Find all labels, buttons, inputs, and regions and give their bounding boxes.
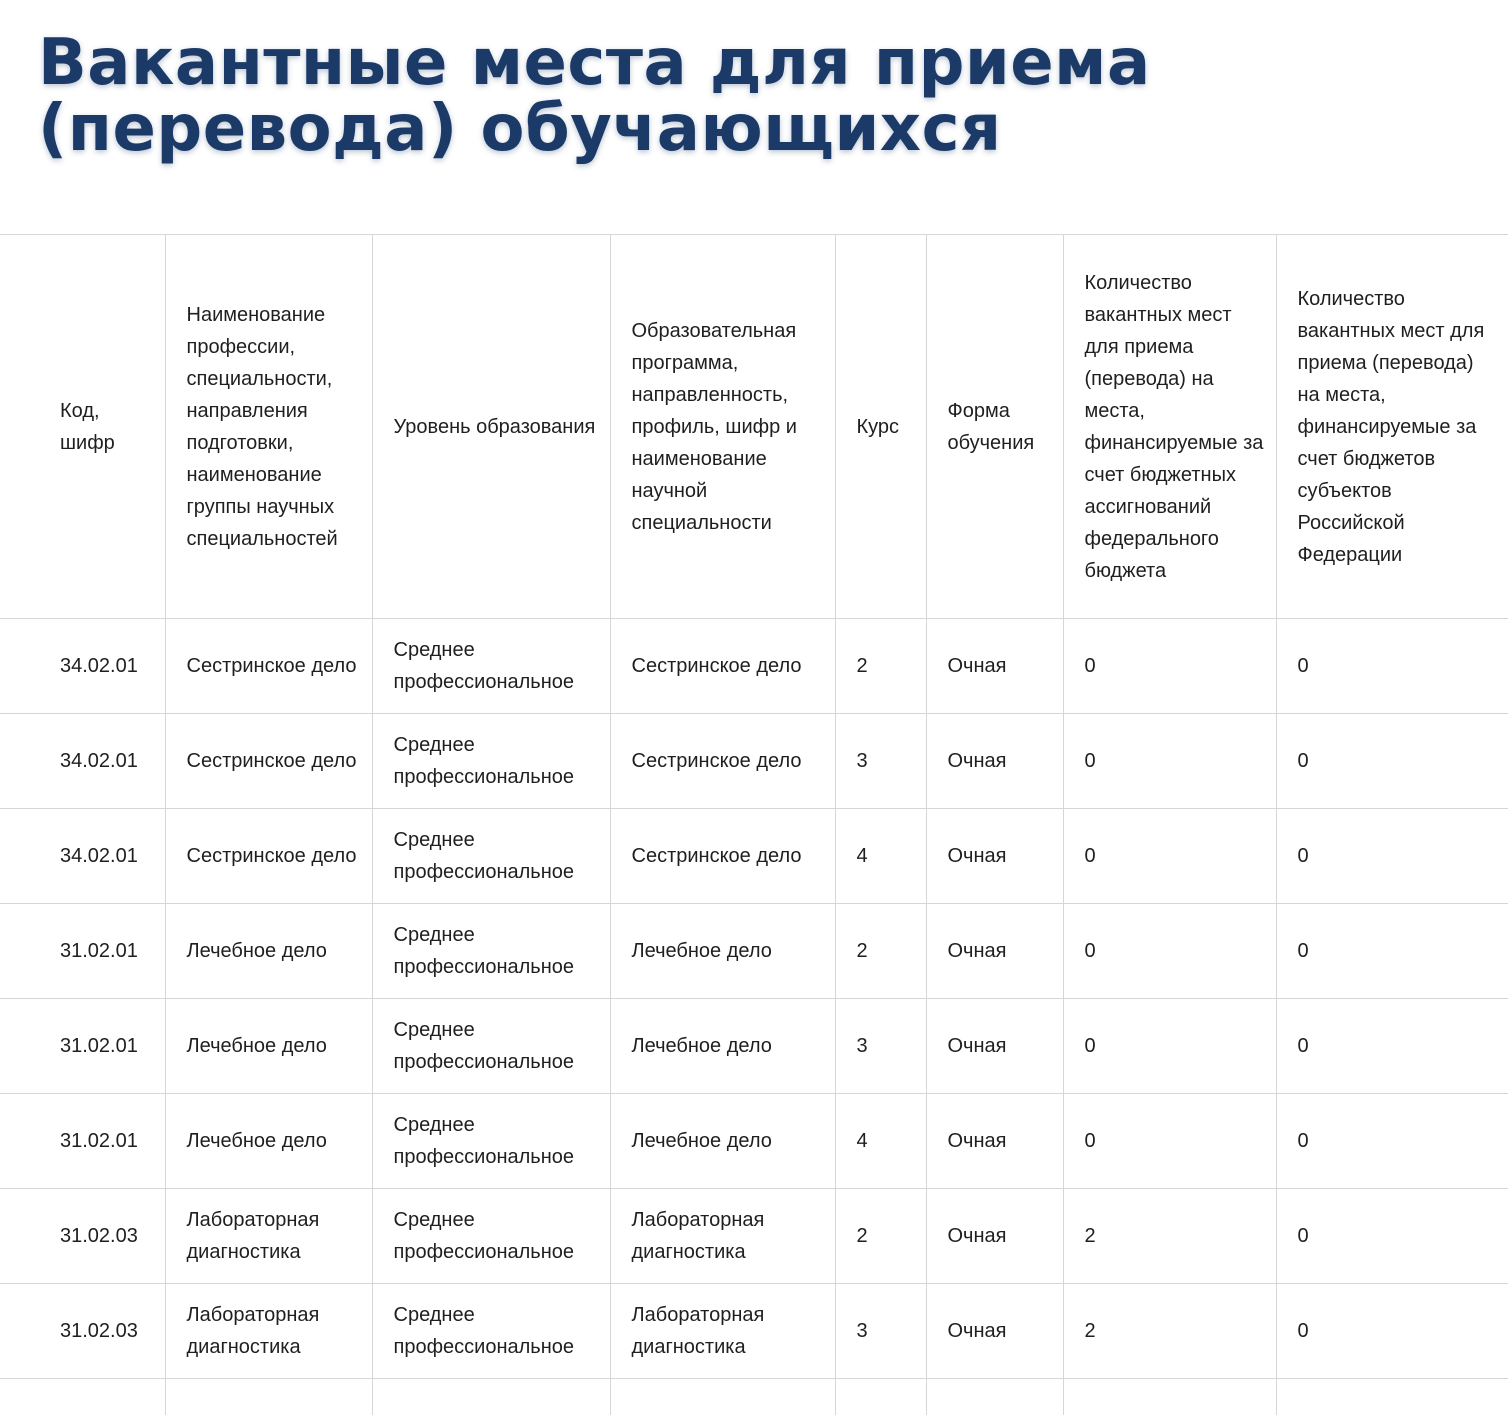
cell-course: 3	[835, 1284, 926, 1379]
cell-education-level: Среднее профессиональное	[372, 1094, 610, 1189]
cell-education-level: Среднее профессиональное	[372, 1284, 610, 1379]
table-header-row	[0, 235, 1508, 619]
filler-cell	[835, 1379, 926, 1415]
cell-code: 31.02.03	[0, 1189, 165, 1284]
cell-code: 34.02.01	[0, 809, 165, 904]
cell-course: 4	[835, 809, 926, 904]
cell-regional-budget: 0	[1276, 1284, 1508, 1379]
table-row	[0, 999, 1508, 1094]
table-filler-row	[0, 1379, 1508, 1415]
page-title: Вакантные места для приема (перевода) обучающихся	[38, 26, 1151, 166]
header-profession: Наименование профессии, специальности, направления подготовки, наименование группы научных специальностей	[165, 235, 372, 619]
cell-profession: Сестринское дело	[165, 809, 372, 904]
cell-study-form: Очная	[926, 904, 1063, 999]
filler-cell	[165, 1379, 372, 1415]
cell-education-level: Среднее профессиональное	[372, 809, 610, 904]
table-row	[0, 904, 1508, 999]
cell-regional-budget: 0	[1276, 809, 1508, 904]
cell-course: 2	[835, 619, 926, 714]
cell-program: Лабораторная диагностика	[610, 1284, 835, 1379]
cell-program: Лечебное дело	[610, 1094, 835, 1189]
header-regional-budget-vacancies: Количество вакантных мест для приема (перевода) на места, финансируемые за счет бюджетов субъектов Российской Федерации	[1276, 235, 1508, 619]
cell-regional-budget: 0	[1276, 714, 1508, 809]
cell-profession: Лечебное дело	[165, 999, 372, 1094]
vacancy-table	[0, 234, 1508, 1415]
cell-education-level: Среднее профессиональное	[372, 999, 610, 1094]
cell-program: Сестринское дело	[610, 619, 835, 714]
table-body	[0, 619, 1508, 1415]
cell-profession: Лабораторная диагностика	[165, 1189, 372, 1284]
cell-regional-budget: 0	[1276, 1189, 1508, 1284]
filler-cell	[1276, 1379, 1508, 1415]
cell-regional-budget: 0	[1276, 999, 1508, 1094]
cell-regional-budget: 0	[1276, 619, 1508, 714]
table-row	[0, 619, 1508, 714]
cell-federal-budget: 0	[1063, 714, 1276, 809]
cell-program: Сестринское дело	[610, 809, 835, 904]
cell-regional-budget: 0	[1276, 904, 1508, 999]
header-study-form: Форма обучения	[926, 235, 1063, 619]
table-row	[0, 1094, 1508, 1189]
cell-federal-budget: 0	[1063, 619, 1276, 714]
cell-profession: Лабораторная диагностика	[165, 1284, 372, 1379]
cell-federal-budget: 0	[1063, 999, 1276, 1094]
cell-course: 2	[835, 904, 926, 999]
cell-code: 31.02.01	[0, 904, 165, 999]
cell-profession: Лечебное дело	[165, 1094, 372, 1189]
cell-study-form: Очная	[926, 1189, 1063, 1284]
header-federal-budget-vacancies: Количество вакантных мест для приема (перевода) на места, финансируемые за счет бюджетных ассигнований федерального бюджета	[1063, 235, 1276, 619]
cell-course: 3	[835, 714, 926, 809]
cell-profession: Лечебное дело	[165, 904, 372, 999]
vacancy-table-container	[0, 234, 1508, 1415]
filler-cell	[0, 1379, 165, 1415]
cell-federal-budget: 0	[1063, 904, 1276, 999]
table-row	[0, 714, 1508, 809]
cell-course: 2	[835, 1189, 926, 1284]
header-course: Курс	[835, 235, 926, 619]
filler-cell	[1063, 1379, 1276, 1415]
header-program: Образовательная программа, направленность, профиль, шифр и наименование научной специальности	[610, 235, 835, 619]
cell-study-form: Очная	[926, 714, 1063, 809]
table-row	[0, 809, 1508, 904]
table-row	[0, 1284, 1508, 1379]
cell-federal-budget: 0	[1063, 1094, 1276, 1189]
table-row	[0, 1189, 1508, 1284]
header-education-level: Уровень образования	[372, 235, 610, 619]
cell-study-form: Очная	[926, 1094, 1063, 1189]
cell-program: Сестринское дело	[610, 714, 835, 809]
cell-study-form: Очная	[926, 619, 1063, 714]
cell-study-form: Очная	[926, 1284, 1063, 1379]
cell-education-level: Среднее профессиональное	[372, 619, 610, 714]
cell-code: 34.02.01	[0, 714, 165, 809]
cell-education-level: Среднее профессиональное	[372, 904, 610, 999]
cell-code: 34.02.01	[0, 619, 165, 714]
cell-code: 31.02.01	[0, 999, 165, 1094]
cell-federal-budget: 0	[1063, 809, 1276, 904]
cell-federal-budget: 2	[1063, 1189, 1276, 1284]
cell-program: Лечебное дело	[610, 904, 835, 999]
cell-code: 31.02.01	[0, 1094, 165, 1189]
cell-profession: Сестринское дело	[165, 619, 372, 714]
cell-education-level: Среднее профессиональное	[372, 714, 610, 809]
filler-cell	[610, 1379, 835, 1415]
cell-study-form: Очная	[926, 999, 1063, 1094]
cell-course: 4	[835, 1094, 926, 1189]
cell-program: Лабораторная диагностика	[610, 1189, 835, 1284]
cell-education-level: Среднее профессиональное	[372, 1189, 610, 1284]
cell-code: 31.02.03	[0, 1284, 165, 1379]
header-code: Код, шифр	[0, 235, 165, 619]
cell-study-form: Очная	[926, 809, 1063, 904]
cell-federal-budget: 2	[1063, 1284, 1276, 1379]
cell-regional-budget: 0	[1276, 1094, 1508, 1189]
cell-program: Лечебное дело	[610, 999, 835, 1094]
filler-cell	[372, 1379, 610, 1415]
cell-course: 3	[835, 999, 926, 1094]
cell-profession: Сестринское дело	[165, 714, 372, 809]
filler-cell	[926, 1379, 1063, 1415]
